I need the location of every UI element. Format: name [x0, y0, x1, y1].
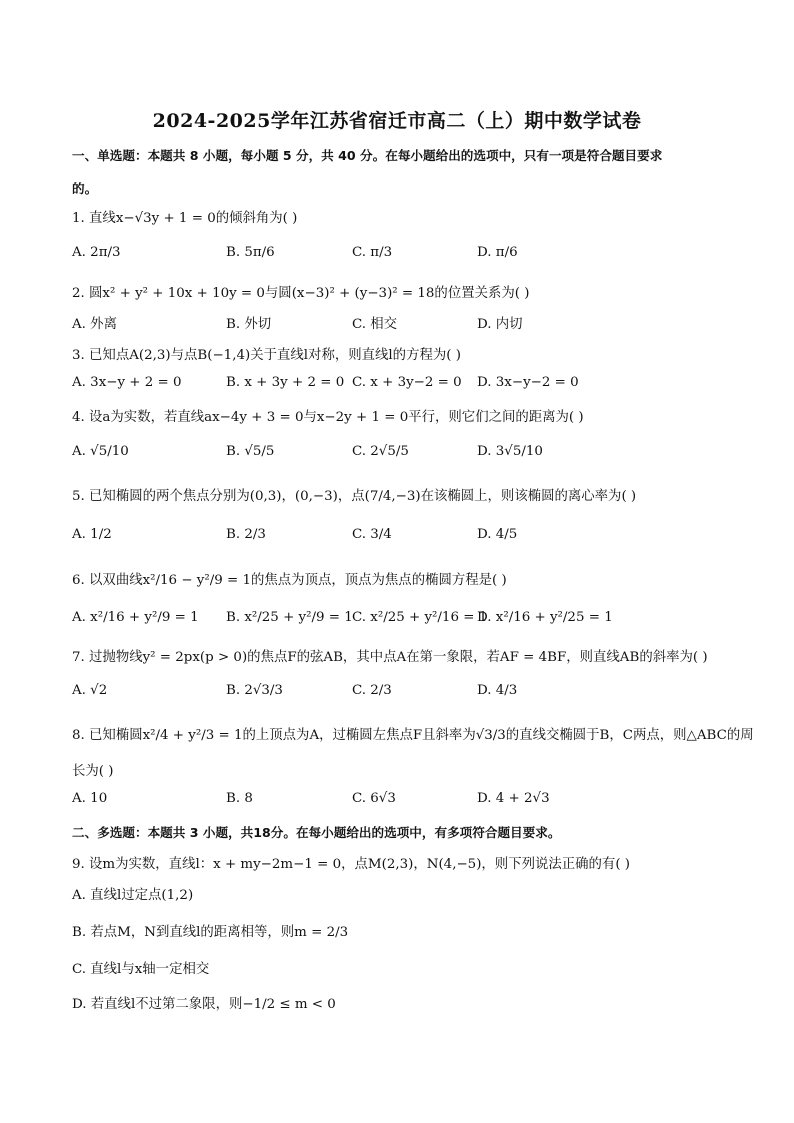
- section1-heading-cont: 的。: [72, 181, 98, 196]
- question-5-options: [72, 527, 722, 549]
- q8-option-d: D. 4 + 2√3: [477, 791, 550, 806]
- q9-option-d: D. 若直线l不过第二象限，则−1/2 ≤ m < 0: [72, 997, 336, 1012]
- q6-option-b: B. x²/25 + y²/9 = 1: [226, 610, 353, 625]
- q7-option-c: C. 2/3: [352, 683, 392, 698]
- q6-option-c: C. x²/25 + y²/16 = 1: [352, 610, 488, 625]
- q1-option-a: A. 2π/3: [72, 245, 121, 260]
- question-5-stem: 5. 已知椭圆的两个焦点分别为(0,3)，(0,−3)，点(7/4,−3)在该椭圆上，则该椭圆的离心率为( ): [72, 489, 637, 504]
- q6-option-d: D. x²/16 + y²/25 = 1: [477, 610, 613, 625]
- q3-option-b: B. x + 3y + 2 = 0: [226, 375, 345, 390]
- q5-option-c: C. 3/4: [352, 527, 392, 542]
- q7-option-a: A. √2: [72, 683, 108, 698]
- q6-option-a: A. x²/16 + y²/9 = 1: [72, 610, 199, 625]
- q8-option-b: B. 8: [226, 791, 253, 806]
- section2-heading: 二、多选题：本题共 3 小题，共18分。在每小题给出的选项中，有多项符合题目要求。: [72, 825, 561, 840]
- q3-option-c: C. x + 3y−2 = 0: [352, 375, 462, 390]
- q7-option-d: D. 4/3: [477, 683, 518, 698]
- question-8-options: [72, 791, 722, 813]
- q8-option-c: C. 6√3: [352, 791, 396, 806]
- question-3-options: [72, 375, 722, 397]
- question-7-options: [72, 683, 722, 705]
- q4-option-a: A. √5/10: [72, 444, 129, 459]
- page-title: 2024-2025学年江苏省宿迁市高二（上）期中数学试卷: [152, 110, 642, 132]
- q9-option-b: B. 若点M，N到直线l的距离相等，则m = 2/3: [72, 925, 349, 940]
- q2-option-b: B. 外切: [226, 317, 272, 332]
- question-1-options: [72, 245, 722, 267]
- q4-option-c: C. 2√5/5: [352, 444, 409, 459]
- question-9-stem: 9. 设m为实数，直线l：x + my−2m−1 = 0，点M(2,3)，N(4,−5)，则下列说法正确的有( ): [72, 857, 631, 872]
- question-4-stem: 4. 设a为实数，若直线ax−4y + 3 = 0与x−2y + 1 = 0平行，则它们之间的距离为( ): [72, 410, 584, 425]
- q5-option-b: B. 2/3: [226, 527, 266, 542]
- q1-option-d: D. π/6: [477, 245, 518, 260]
- q5-option-a: A. 1/2: [72, 527, 112, 542]
- question-1-stem: 1. 直线x−√3y + 1 = 0的倾斜角为( ): [72, 211, 298, 226]
- question-2-options: [72, 313, 722, 335]
- question-2-stem: 2. 圆x² + y² + 10x + 10y = 0与圆(x−3)² + (y−3)² = 18的位置关系为( ): [72, 286, 530, 301]
- q1-option-c: C. π/3: [352, 245, 393, 260]
- q2-option-a: A. 外离: [72, 317, 117, 332]
- question-3-stem: 3. 已知点A(2,3)与点B(−1,4)关于直线l对称，则直线l的方程为( ): [72, 348, 461, 363]
- q5-option-d: D. 4/5: [477, 527, 518, 542]
- q8-option-a: A. 10: [72, 791, 108, 806]
- question-4-options: [72, 444, 722, 466]
- section1-heading: 一、单选题：本题共 8 小题，每小题 5 分，共 40 分。在每小题给出的选项中，只有一项是符合题目要求: [72, 148, 663, 163]
- q3-option-d: D. 3x−y−2 = 0: [477, 375, 579, 390]
- q2-option-d: D. 内切: [477, 317, 523, 332]
- q9-option-c: C. 直线l与x轴一定相交: [72, 962, 210, 977]
- question-8-stem: 8. 已知椭圆x²/4 + y²/3 = 1的上顶点为A，过椭圆左焦点F且斜率为√3/3的直线交椭圆于B，C两点，则△ABC的周: [72, 728, 754, 743]
- q2-option-c: C. 相交: [352, 317, 398, 332]
- q3-option-a: A. 3x−y + 2 = 0: [72, 375, 182, 390]
- question-7-stem: 7. 过抛物线y² = 2px(p > 0)的焦点F的弦AB，其中点A在第一象限，若AF = 4BF，则直线AB的斜率为( ): [72, 650, 708, 665]
- q4-option-b: B. √5/5: [226, 444, 275, 459]
- question-6-options: [72, 610, 722, 632]
- question-6-stem: 6. 以双曲线x²/16 − y²/9 = 1的焦点为顶点，顶点为焦点的椭圆方程是( ): [72, 573, 507, 588]
- q7-option-b: B. 2√3/3: [226, 683, 283, 698]
- q4-option-d: D. 3√5/10: [477, 444, 543, 459]
- q9-option-a: A. 直线l过定点(1,2): [72, 888, 194, 903]
- question-8-stem-cont: 长为( ): [72, 764, 114, 779]
- q1-option-b: B. 5π/6: [226, 245, 275, 260]
